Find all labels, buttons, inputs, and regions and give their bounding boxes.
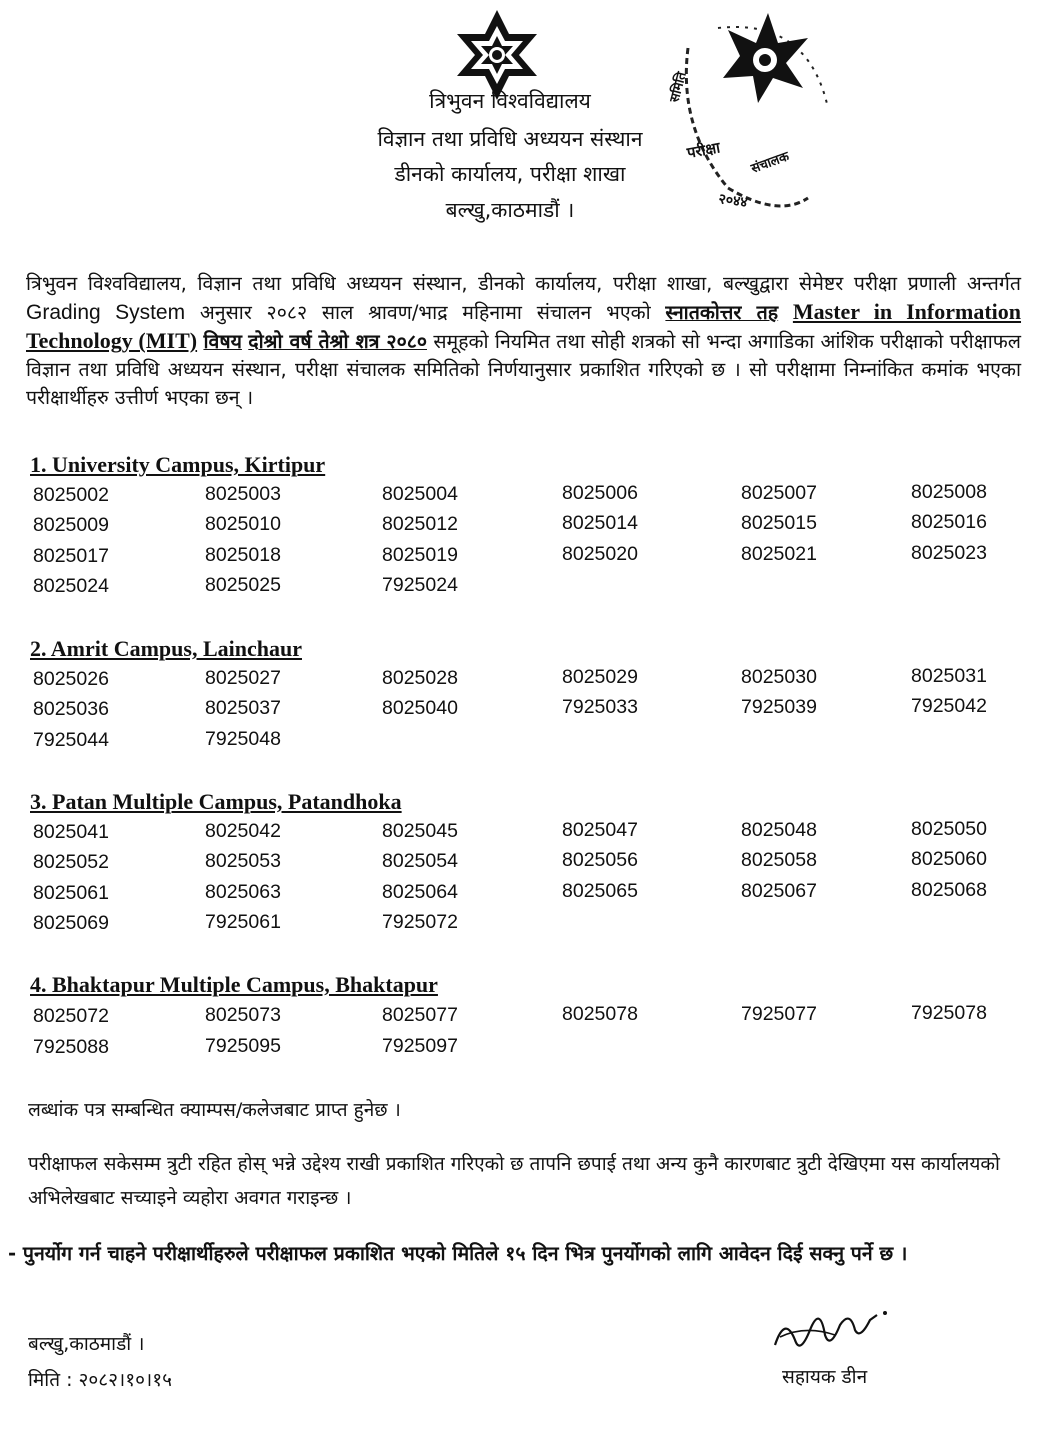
roll-number: 8025073: [205, 1004, 281, 1027]
roll-number: 7925078: [911, 1002, 987, 1024]
roll-number: 8025064: [382, 880, 458, 903]
header-university: त्रिभुवन विश्वविद्यालय: [429, 89, 591, 113]
intro-text-3: समूहको नियमित तथा सोही शत्रको सो भन्दा अगाडिका आंशिक परीक्षाको परीक्षाफल विज्ञान तथा प्रविधि अध्ययन संस्थान, परीक्षा संचालक समितिको निर्णयानुसार प्रकाशित गरिएको छ । सो परीक्षामा निम्नांकित कमांक भएका परीक्षार्थीहरु उत्तीर्ण भएका छन् ।: [26, 330, 1022, 409]
roll-number: 8025028: [382, 666, 458, 689]
roll-number: 8025078: [562, 1003, 638, 1026]
svg-text:परीक्षा: परीक्षा: [685, 138, 722, 162]
roll-number: 7925048: [205, 728, 281, 751]
roll-number: 7925042: [911, 695, 987, 717]
roll-number: 8025002: [33, 484, 109, 506]
program-name: Master in Information Technology (MIT): [26, 299, 1022, 353]
subject-word: विषय: [203, 330, 242, 353]
roll-number: 8025019: [382, 543, 458, 566]
roll-number: 8025030: [741, 665, 817, 688]
campus-heading-amrit: 2. Amrit Campus, Lainchaur: [30, 636, 302, 661]
roll-number: 8025021: [741, 542, 817, 565]
roll-number: 8025029: [562, 666, 638, 689]
roll-number: 7925077: [741, 1002, 817, 1025]
footer-place: बल्खु,काठमाडौं ।: [28, 1333, 145, 1355]
roll-number: 8025014: [562, 512, 638, 535]
header-address: बल्खु,काठमाडौं ।: [445, 198, 575, 222]
roll-number: 7925061: [205, 911, 281, 934]
roll-number: 7925072: [382, 910, 458, 933]
roll-number: 8025009: [33, 514, 109, 536]
roll-number: 7925044: [33, 729, 109, 751]
office-stamp: [658, 8, 838, 223]
roll-number: 8025040: [382, 696, 458, 719]
roll-number: 8025004: [382, 482, 458, 505]
roll-number: 8025025: [205, 574, 281, 597]
roll-number: 8025008: [911, 481, 987, 503]
roll-number: 7925095: [205, 1035, 281, 1058]
roll-number: 8025007: [741, 481, 817, 504]
campus-heading-patan: 3. Patan Multiple Campus, Patandhoka: [30, 789, 402, 814]
roll-number: 8025003: [205, 483, 281, 506]
svg-text:२०४४: २०४४: [717, 191, 749, 212]
svg-text:संचालक: संचालक: [749, 149, 792, 177]
header-institute: विज्ञान तथा प्रविधि अध्ययन संस्थान: [377, 127, 643, 151]
roll-number: 8025060: [911, 848, 987, 870]
footer-designation: सहायक डीन: [782, 1366, 868, 1388]
roll-number: 8025017: [33, 545, 109, 567]
note-error: परीक्षाफल सकेसम्म त्रुटी रहित होस् भन्ने उद्देश्य राखी प्रकाशित गरिएको छ तापनि छपाई तथा अन्य कुनै कारणबाट त्रुटी देखिएमा यस कार्यालयको अभिलेखबाट सच्याइने व्यहोरा अवगत गराइन्छ ।: [28, 1153, 1000, 1209]
roll-number: 7925033: [562, 696, 638, 719]
intro-text-2: अनुसार २०८२ साल श्रावण/भाद्र महिनामा संचालन भएको: [185, 301, 666, 324]
roll-number: 8025053: [205, 850, 281, 873]
roll-number: 8025037: [205, 697, 281, 720]
roll-number: 8025018: [205, 544, 281, 567]
signature: [765, 1295, 905, 1360]
roll-number: 8025072: [33, 1005, 109, 1027]
roll-number: 8025061: [33, 882, 109, 904]
roll-number: 8025050: [911, 818, 987, 840]
roll-number: 8025031: [911, 665, 987, 687]
roll-number: 7925024: [382, 573, 458, 596]
header-office: डीनको कार्यालय, परीक्षा शाखा: [394, 162, 626, 186]
roll-number: 8025016: [911, 511, 987, 533]
roll-number: 8025068: [911, 879, 987, 901]
roll-number: 8025065: [562, 880, 638, 903]
roll-number: 8025069: [33, 912, 109, 934]
note-marksheet: लब्धांक पत्र सम्बन्धित क्याम्पस/कलेजबाट प्राप्त हुनेछ ।: [28, 1099, 401, 1121]
roll-number: 8025052: [33, 851, 109, 873]
roll-number: 8025058: [741, 848, 817, 871]
roll-number: 8025042: [205, 820, 281, 843]
roll-number: 8025012: [382, 512, 458, 535]
roll-number: 8025024: [33, 575, 109, 597]
roll-number: 8025054: [382, 849, 458, 872]
svg-text:समिति: समिति: [667, 70, 690, 105]
roll-number: 8025010: [205, 513, 281, 536]
roll-number: 8025036: [33, 698, 109, 720]
footer-date: मिति : २०८२।१०।१५: [28, 1369, 172, 1391]
roll-number: 8025026: [33, 668, 109, 690]
intro-text-1: त्रिभुवन विश्वविद्यालय, विज्ञान तथा प्रविधि अध्ययन संस्थान, डीनको कार्यालय, परीक्षा शाखा, बल्खुद्वारा सेमेष्टर परीक्षा प्रणाली अन्तर्गत: [26, 272, 1021, 295]
campus-heading-bhaktapur: 4. Bhaktapur Multiple Campus, Bhaktapur: [30, 972, 438, 997]
note-retotal: - पुनर्योग गर्न चाहने परीक्षार्थीहरुले परीक्षाफल प्रकाशित भएको मितिले १५ दिन भित्र पुनर्योगको लागि आवेदन दिई सक्नु पर्ने छ ।: [8, 1242, 908, 1265]
roll-number: 8025056: [562, 849, 638, 872]
roll-number: 8025023: [911, 542, 987, 564]
roll-number: 8025020: [562, 543, 638, 566]
level-text: स्नातकोत्तर तह: [665, 301, 779, 324]
roll-number: 8025027: [205, 667, 281, 690]
roll-number: 7925039: [741, 695, 817, 718]
intro-paragraph: [26, 270, 1021, 412]
year-semester-text: दोश्रो वर्ष तेश्रो शत्र २०८०: [248, 330, 427, 353]
roll-number: 8025041: [33, 821, 109, 843]
roll-number: 8025048: [741, 818, 817, 841]
grading-system-text: Grading System: [26, 301, 186, 324]
roll-number: 8025077: [382, 1003, 458, 1026]
campus-heading-university: 1. University Campus, Kirtipur: [30, 452, 326, 477]
roll-number: 8025067: [741, 879, 817, 902]
roll-number: 8025006: [562, 482, 638, 505]
roll-number: 7925088: [33, 1036, 109, 1058]
roll-number: 8025045: [382, 819, 458, 842]
roll-number: 8025063: [205, 881, 281, 904]
roll-number: 8025047: [562, 819, 638, 842]
roll-number: 8025015: [741, 511, 817, 534]
roll-number: 7925097: [382, 1034, 458, 1057]
